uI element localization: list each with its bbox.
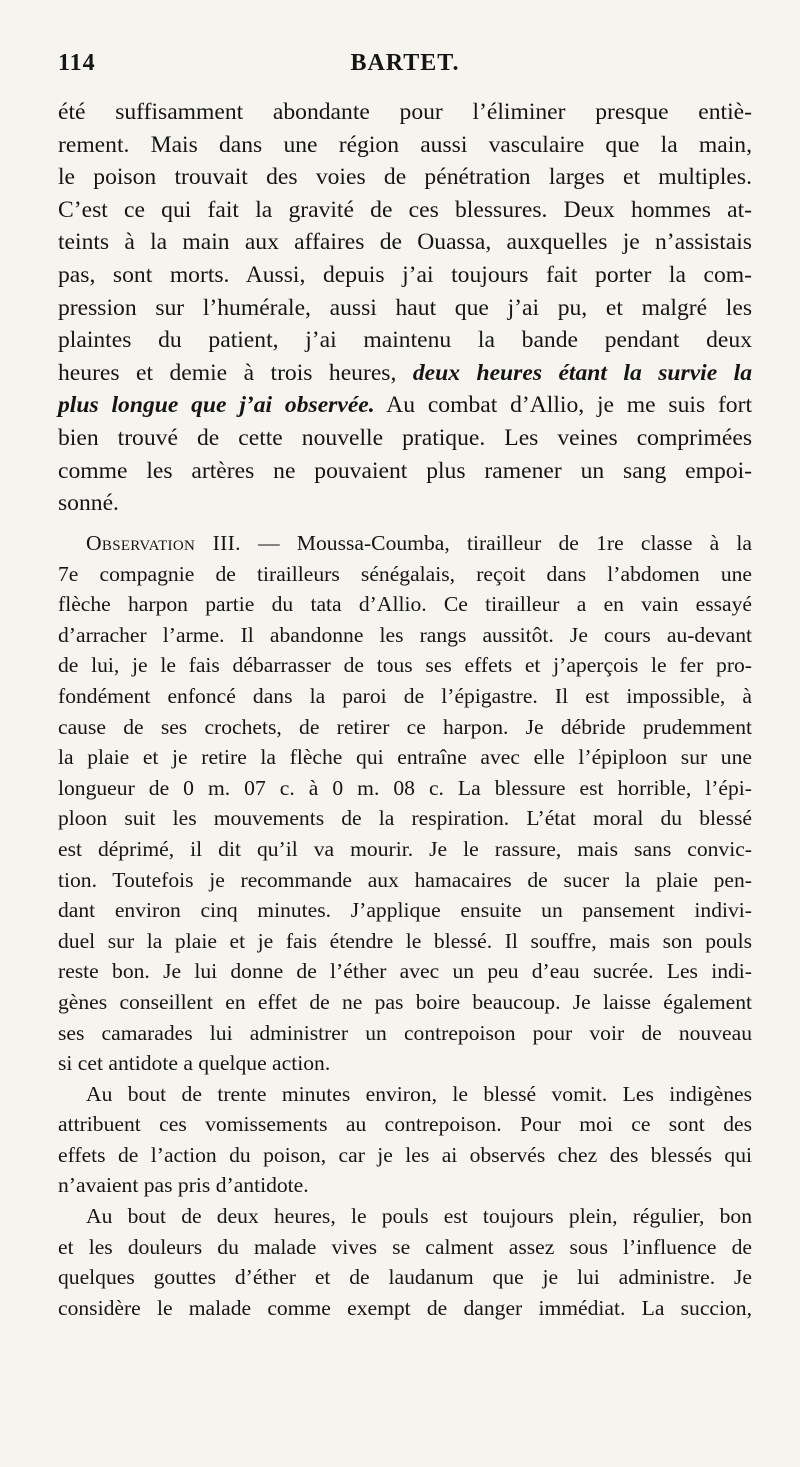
- text-line: reste bon. Je lui donne de l’éther avec un peu d’eau sucrée. Les indi-: [58, 959, 752, 984]
- text-line: été suffisamment abondante pour l’éliminer presque entiè-: [58, 99, 752, 125]
- text-line: C’est ce qui fait la gravité de ces blessures. Deux hommes at-: [58, 196, 752, 223]
- observation-heading-line: [58, 528, 752, 559]
- text-line: considère le malade comme exempt de danger immédiat. La succion,: [58, 1295, 752, 1320]
- text-line: teints à la main aux affaires de Ouassa, auxquelles je n’assistais: [58, 229, 752, 256]
- text-line: Au bout de trente minutes environ, le blessé vomit. Les indigènes: [86, 1081, 752, 1106]
- text-line: est déprimé, il dit qu’il va mourir. Je le rassure, mais sans convic-: [58, 836, 752, 861]
- text-line: ploon suit les mouvements de la respiration. L’état moral du blessé: [58, 806, 752, 831]
- text-line: fondément enfoncé dans la paroi de l’épigastre. Il est impossible, à: [58, 683, 752, 708]
- text-line: Au bout de deux heures, le pouls est toujours plein, régulier, bon: [86, 1204, 752, 1229]
- observation-iii: [58, 528, 752, 1323]
- text-line: et les douleurs du malade vives se calment assez sous l’influence de: [58, 1234, 752, 1259]
- text-line: comme les artères ne pouvaient plus ramener un sang empoi-: [58, 457, 752, 484]
- running-title: BARTET.: [350, 50, 460, 76]
- text-line: de lui, je le fais débarrasser de tous ses effets et j’aperçois le fer pro-: [58, 653, 752, 678]
- text-line-with-emphasis: [58, 357, 752, 390]
- text-run: heures et demie à trois heures,: [58, 359, 413, 386]
- text-line-with-emphasis: [58, 389, 752, 422]
- text-line: dant environ cinq minutes. J’applique ensuite un pansement indivi-: [58, 898, 752, 923]
- text-line: quelques gouttes d’éther et de laudanum que je lui administre. Je: [58, 1265, 752, 1290]
- text-line: effets de l’action du poison, car je les ai observés chez des blessés qui: [58, 1142, 752, 1167]
- text-run: — Moussa-Coumba, tirailleur de 1re classe à la: [240, 531, 752, 555]
- page-number: 114: [58, 50, 96, 76]
- text-line: gènes conseillent en effet de ne pas boire beaucoup. Je laisse également: [58, 989, 752, 1014]
- text-line: attribuent ces vomissements au contrepoison. Pour moi ce sont des: [58, 1112, 752, 1137]
- text-line: si cet antidote a quelque action.: [58, 1051, 331, 1076]
- text-line: bien trouvé de cette nouvelle pratique. Les veines comprimées: [58, 424, 752, 451]
- text-line: flèche harpon partie du tata d’Allio. Ce tirailleur a en vain essayé: [58, 592, 752, 617]
- text-line: ses camarades lui administrer un contrepoison pour voir de nouveau: [58, 1020, 752, 1045]
- text-line: pas, sont morts. Aussi, depuis j’ai toujours fait porter la com-: [58, 261, 752, 288]
- text-line: longueur de 0 m. 07 c. à 0 m. 08 c. La blessure est horrible, l’épi-: [58, 775, 752, 800]
- text-line: tion. Toutefois je recommande aux hamacaires de sucer la plaie pen-: [58, 867, 752, 892]
- page-header: [58, 50, 752, 86]
- text-line: plaintes du patient, j’ai maintenu la bande pendant deux: [58, 327, 752, 354]
- text-line: 7e compagnie de tirailleurs sénégalais, reçoit dans l’abdomen une: [58, 561, 752, 586]
- text-line: d’arracher l’arme. Il abandonne les rangs aussitôt. Je cours au-devant: [58, 622, 752, 647]
- paragraph-ligature-treatment: [58, 96, 752, 520]
- text-line: pression sur l’humérale, aussi haut que j’ai pu, et malgré les: [58, 294, 752, 321]
- text-line: le poison trouvait des voies de pénétration larges et multiples.: [58, 164, 752, 191]
- text-line: sonné.: [58, 490, 119, 517]
- text-line: cause de ses crochets, de retirer ce harpon. Je débride prudemment: [58, 714, 752, 739]
- text-line: rement. Mais dans une région aussi vasculaire que la main,: [58, 131, 752, 158]
- observation-label: Observation III.: [86, 531, 241, 555]
- emphasis-text: deux heures étant la survie la: [412, 359, 752, 386]
- emphasis-text: plus longue que j’ai observée.: [58, 392, 375, 419]
- text-line: n’avaient pas pris d’antidote.: [58, 1173, 309, 1198]
- text-line: duel sur la plaie et je fais étendre le blessé. Il souffre, mais son pouls: [58, 928, 752, 953]
- text-line: la plaie et je retire la flèche qui entraîne avec elle l’épiploon sur une: [58, 745, 752, 770]
- text-run: Au combat d’Allio, je me suis fort: [374, 392, 753, 419]
